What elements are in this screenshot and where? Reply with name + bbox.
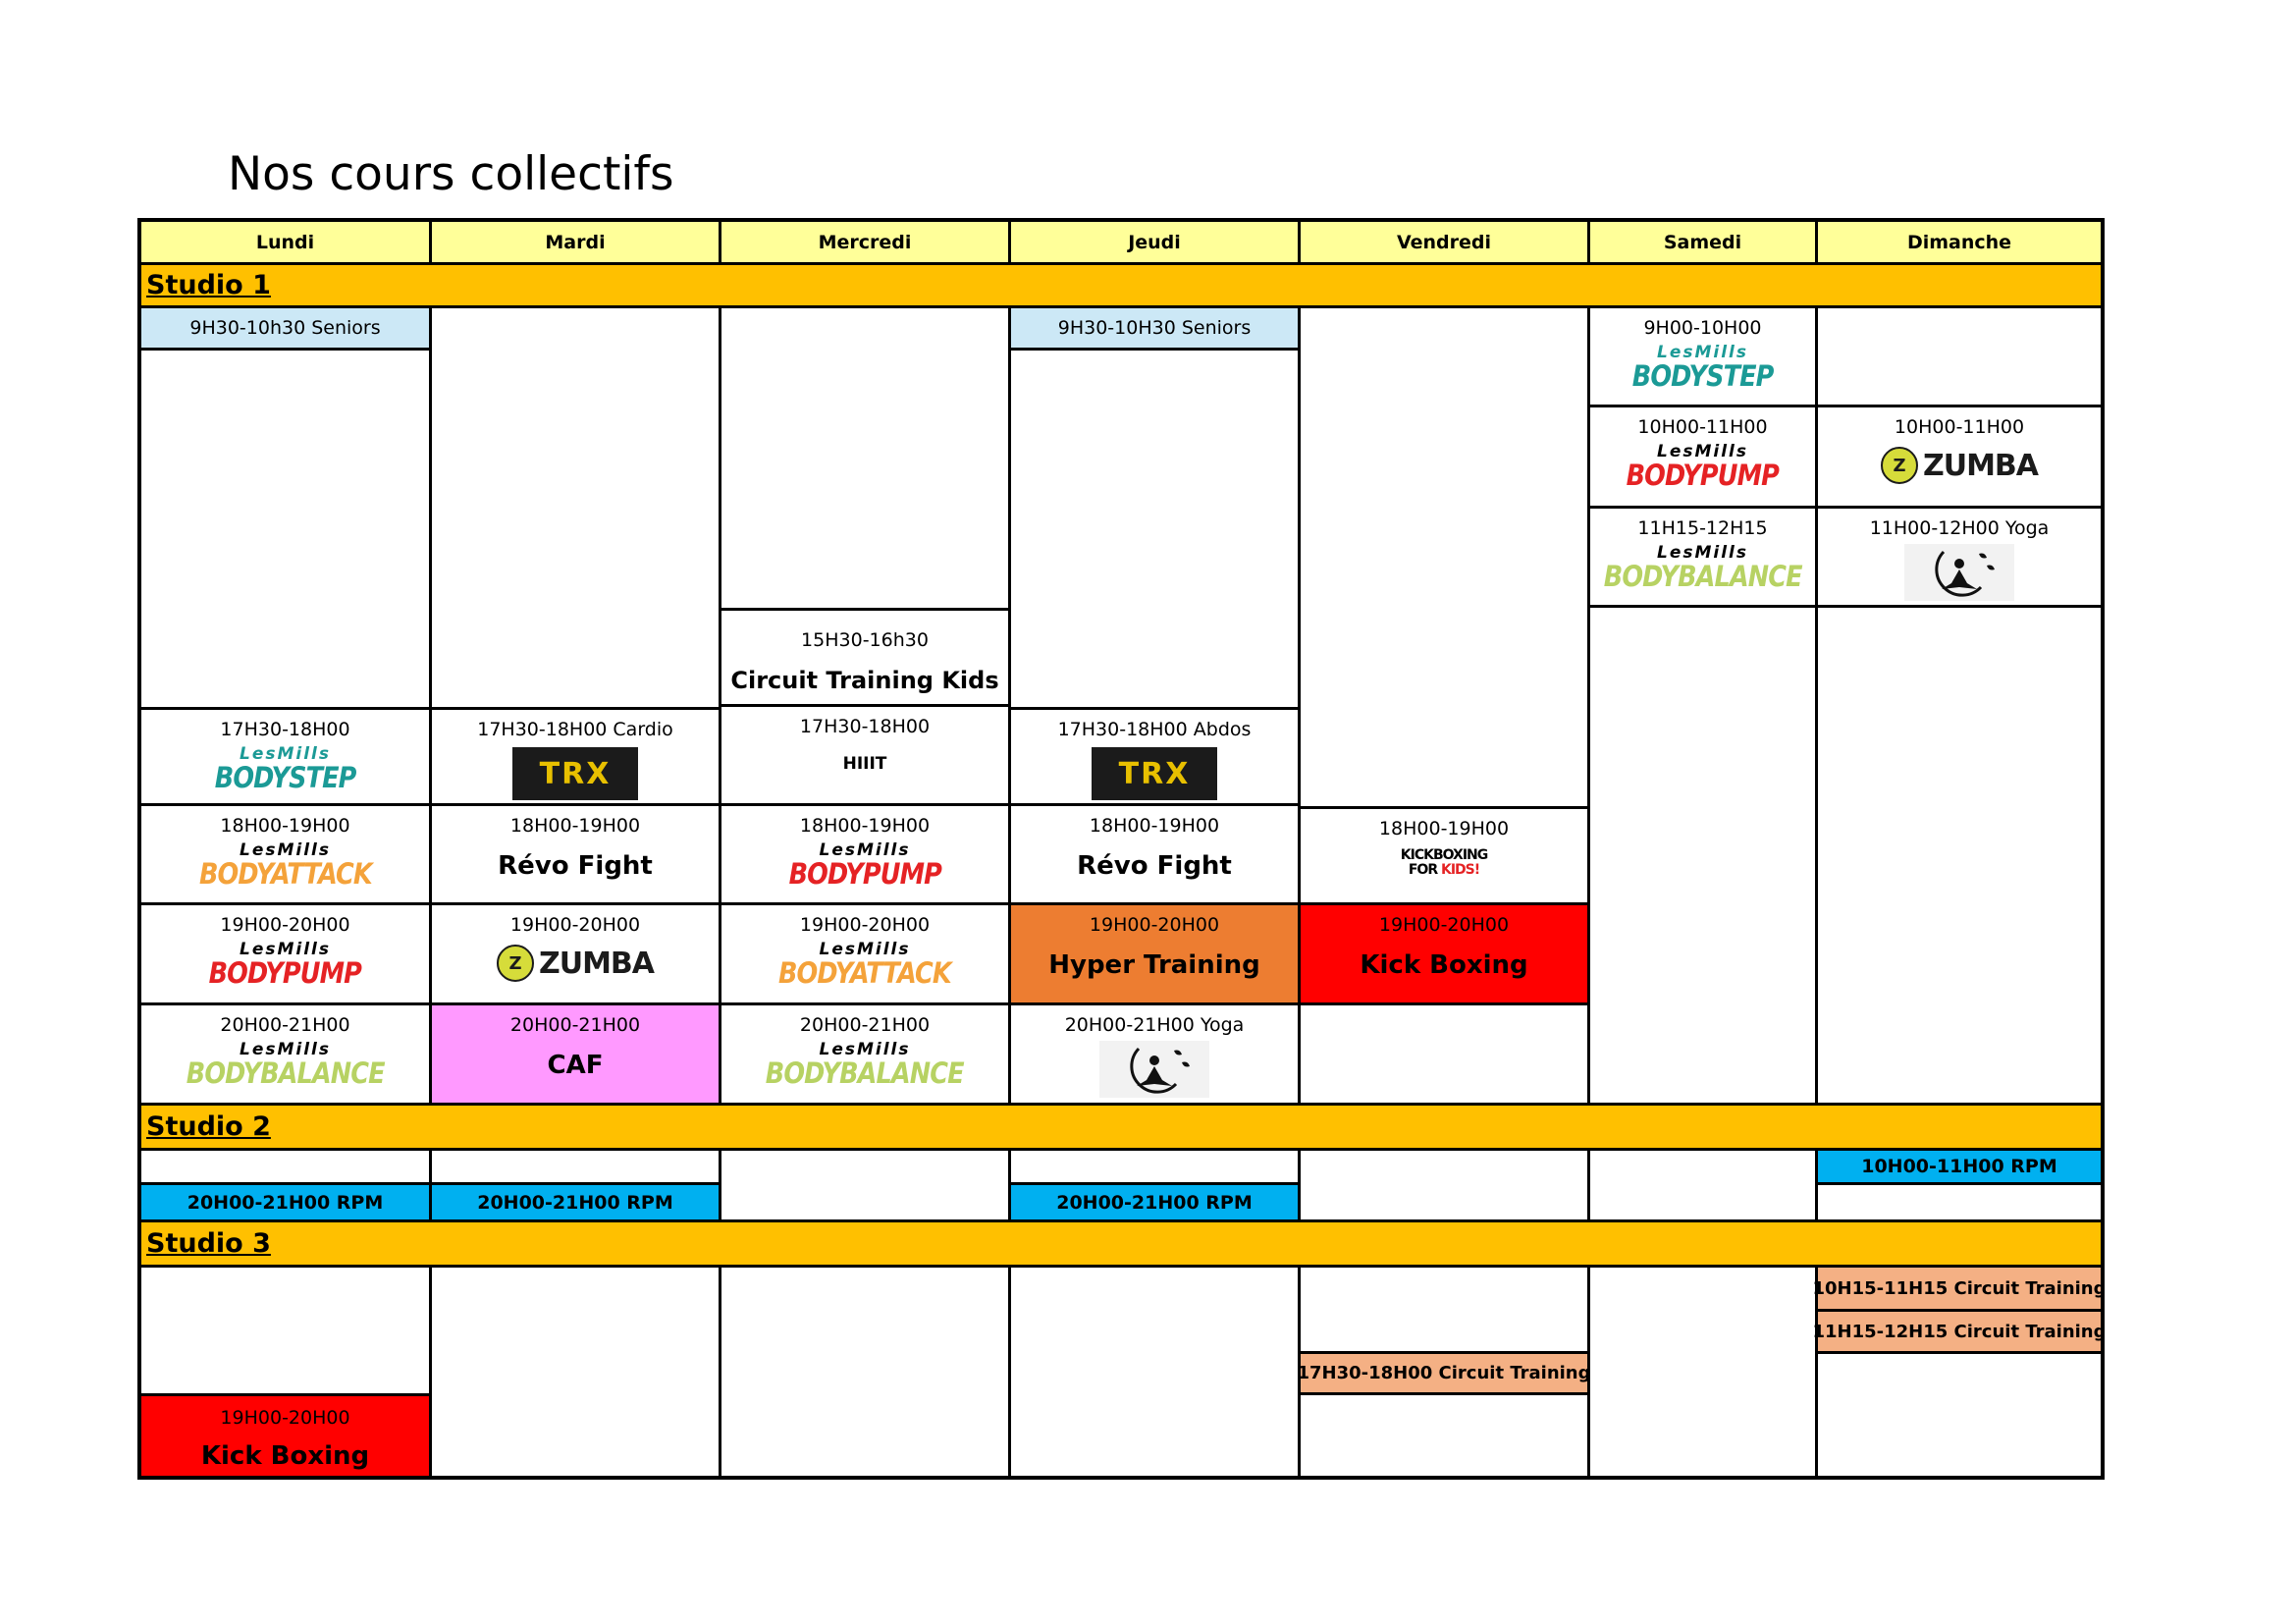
- class-hyper-training: [1011, 905, 1298, 1005]
- class-kick-boxing: [1301, 905, 1587, 1005]
- class-circuit-training: [1812, 1312, 2107, 1354]
- studio1-column-mardi: [432, 308, 721, 1106]
- class-time: 11H15-12H15: [1637, 517, 1768, 539]
- class-bodyattack: [721, 905, 1008, 1005]
- bodypump-logo: LesMills BODYPUMP: [208, 940, 362, 990]
- class-name: Révo Fight: [498, 851, 653, 881]
- class-time: 18H00-19H00: [220, 815, 350, 837]
- class-bodyattack: [141, 806, 429, 905]
- bodybalance-logo: LesMills BODYBALANCE: [766, 1040, 964, 1090]
- class-time: 18H00-19H00: [509, 815, 641, 837]
- bodypump-logo: LesMills BODYPUMP: [788, 840, 941, 891]
- class-time: 19H00-20H00: [509, 914, 641, 936]
- class-circuit-training-kids: [721, 608, 1008, 707]
- studio2-column-vendredi: [1301, 1151, 1590, 1222]
- studio2-column-samedi: [1590, 1151, 1818, 1222]
- studio1-column-samedi: [1590, 308, 1818, 1106]
- class-time: 9H30-10h30 Seniors: [189, 317, 381, 339]
- class-label: 11H15-12H15 Circuit Training: [1812, 1321, 2107, 1342]
- class-name: Hyper Training: [1048, 950, 1260, 980]
- class-time: 19H00-20H00: [220, 914, 350, 936]
- class-time: 18H00-19H00: [1378, 818, 1510, 839]
- section-studio-3: Studio 3: [141, 1222, 2101, 1268]
- class-hiiit: [721, 707, 1008, 806]
- class-label: 17H30-18H00 Circuit Training: [1297, 1363, 1591, 1383]
- class-name: Kick Boxing: [200, 1441, 370, 1471]
- class-bodystep: [1590, 308, 1815, 407]
- class-zumba: [432, 905, 719, 1005]
- class-name: Kick Boxing: [1360, 950, 1528, 980]
- class-caf: [432, 1005, 719, 1103]
- bodyattack-logo: LesMills BODYATTACK: [198, 840, 372, 891]
- studio2-column-dimanche: [1818, 1151, 2101, 1222]
- section-studio-1: Studio 1: [141, 265, 2101, 308]
- class-bodypump: [1590, 407, 1815, 509]
- studio2-column-mercredi: [721, 1151, 1011, 1222]
- class-revo-fight: [432, 806, 719, 905]
- studio3-column-jeudi: [1011, 1268, 1301, 1476]
- empty-slot: [432, 1151, 719, 1185]
- class-trx-cardio: [432, 707, 719, 806]
- class-time: 11H00-12H00 Yoga: [1869, 517, 2050, 539]
- class-seniors: [1011, 308, 1298, 351]
- class-time: 19H00-20H00: [220, 1407, 350, 1429]
- empty-slot: [1011, 1151, 1298, 1185]
- studio3-column-lundi: [141, 1268, 432, 1476]
- class-kick-boxing: [141, 1393, 429, 1476]
- class-time: 19H00-20H00: [1089, 914, 1220, 936]
- class-time: 17H30-18H00 Abdos: [1057, 719, 1252, 740]
- class-circuit-training: [1812, 1268, 2107, 1312]
- day-header-lundi: Lundi: [141, 222, 432, 265]
- yoga-meditation-icon: [1099, 1041, 1209, 1098]
- studio3-column-dimanche: [1812, 1268, 2107, 1476]
- class-bodybalance: [141, 1005, 429, 1103]
- day-header-samedi: Samedi: [1590, 222, 1818, 265]
- schedule-table: [137, 218, 2105, 1480]
- studio1-column-mercredi: [721, 308, 1011, 1106]
- kickboxing-kids-logo: KICKBOXING FOR KIDS!: [1400, 847, 1488, 878]
- class-time: 20H00-21H00: [220, 1014, 350, 1036]
- day-header-dimanche: Dimanche: [1818, 222, 2101, 265]
- bodybalance-logo: LesMills BODYBALANCE: [186, 1040, 385, 1090]
- class-time: 17H30-18H00 Cardio: [477, 719, 673, 740]
- class-time: 18H00-19H00: [799, 815, 931, 837]
- class-revo-fight: [1011, 806, 1298, 905]
- bodyattack-logo: LesMills BODYATTACK: [778, 940, 951, 990]
- class-yoga: [1818, 509, 2101, 608]
- class-rpm: [1011, 1185, 1298, 1219]
- studio3-column-samedi: [1590, 1268, 1818, 1476]
- class-bodypump: [141, 905, 429, 1005]
- class-label: 10H15-11H15 Circuit Training: [1812, 1277, 2107, 1299]
- class-bodypump: [721, 806, 1008, 905]
- bodystep-logo: LesMills BODYSTEP: [1631, 343, 1774, 393]
- class-label: 20H00-21H00 RPM: [1056, 1191, 1253, 1214]
- studio1-column-jeudi: [1011, 308, 1301, 1106]
- trx-logo: TRX: [512, 747, 638, 800]
- class-name: Révo Fight: [1077, 851, 1232, 881]
- bodystep-logo: LesMills BODYSTEP: [214, 744, 356, 794]
- class-kickboxing-kids: [1301, 806, 1587, 905]
- class-circuit-training: [1297, 1351, 1591, 1395]
- class-bodystep: [141, 707, 429, 806]
- class-label: 20H00-21H00 RPM: [477, 1191, 673, 1214]
- class-rpm: [1818, 1151, 2101, 1185]
- class-rpm: [141, 1185, 429, 1219]
- class-trx-abdos: [1011, 707, 1298, 806]
- zumba-logo: Z ZUMBA: [497, 945, 654, 982]
- class-time: 17H30-18H00: [799, 716, 931, 737]
- class-zumba: [1818, 407, 2101, 509]
- empty-slot: [1818, 308, 2101, 407]
- class-time: 19H00-20H00: [799, 914, 931, 936]
- section-studio-2: Studio 2: [141, 1106, 2101, 1151]
- bodypump-logo: LesMills BODYPUMP: [1626, 442, 1780, 492]
- class-name: CAF: [547, 1051, 604, 1080]
- class-seniors: [141, 308, 429, 351]
- class-time: 20H00-21H00: [799, 1014, 931, 1036]
- class-time: 15H30-16h30: [801, 629, 929, 651]
- studio2-column-mardi: [432, 1151, 721, 1222]
- class-time: 17H30-18H00: [220, 719, 350, 740]
- class-name: HIIIT: [842, 754, 887, 774]
- day-header-vendredi: Vendredi: [1301, 222, 1590, 265]
- class-time: 10H00-11H00: [1894, 416, 2025, 438]
- class-rpm: [432, 1185, 719, 1219]
- class-time: 9H00-10H00: [1643, 317, 1762, 339]
- class-time: 10H00-11H00: [1637, 416, 1768, 438]
- bodybalance-logo: LesMills BODYBALANCE: [1603, 543, 1802, 593]
- class-yoga: [1011, 1005, 1298, 1103]
- empty-slot: [141, 1151, 429, 1185]
- studio1-column-lundi: [141, 308, 432, 1106]
- day-header-mercredi: Mercredi: [721, 222, 1011, 265]
- studio3-column-mardi: [432, 1268, 721, 1476]
- day-header-jeudi: Jeudi: [1011, 222, 1301, 265]
- class-time: 20H00-21H00: [509, 1014, 641, 1036]
- studio1-column-vendredi: [1301, 308, 1590, 1106]
- class-label: 10H00-11H00 RPM: [1861, 1156, 2057, 1177]
- page-title: Nos cours collectifs: [228, 147, 674, 201]
- trx-logo: TRX: [1092, 747, 1217, 800]
- day-header-mardi: Mardi: [432, 222, 721, 265]
- class-time: 9H30-10H30 Seniors: [1057, 317, 1252, 339]
- class-time: 19H00-20H00: [1378, 914, 1510, 936]
- studio3-column-vendredi: [1297, 1268, 1591, 1476]
- class-name: Circuit Training Kids: [730, 667, 999, 694]
- studio2-column-jeudi: [1011, 1151, 1301, 1222]
- studio1-column-dimanche: [1818, 308, 2101, 1106]
- class-bodybalance: [1590, 509, 1815, 608]
- class-time: 20H00-21H00 Yoga: [1064, 1014, 1245, 1036]
- class-bodybalance: [721, 1005, 1008, 1103]
- zumba-logo: Z ZUMBA: [1881, 447, 2038, 484]
- studio3-column-mercredi: [721, 1268, 1011, 1476]
- class-label: 20H00-21H00 RPM: [187, 1191, 384, 1214]
- yoga-meditation-icon: [1904, 544, 2014, 601]
- studio2-column-lundi: [141, 1151, 432, 1222]
- class-time: 18H00-19H00: [1089, 815, 1220, 837]
